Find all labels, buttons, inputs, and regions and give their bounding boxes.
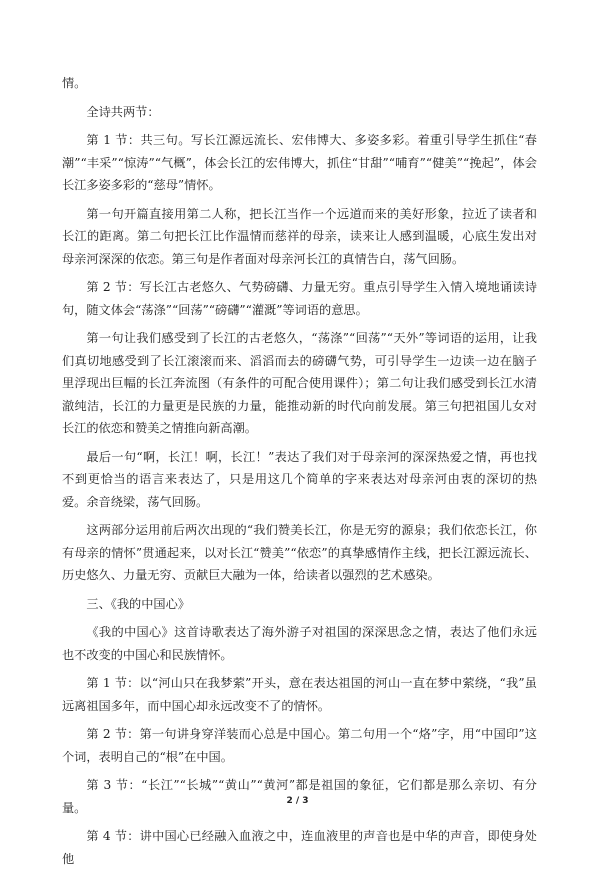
paragraph-poem-structure: 全诗共两节：	[86, 104, 160, 119]
document-body	[62, 72, 537, 870]
page-number: 2 / 3	[286, 796, 309, 806]
paragraph-section-2: 第 2 节：写长江古老悠久、气势磅礴、力量无穷。重点引导学生入情入境地诵读诗句，随文体会“荡涤”“回荡”“磅礴”“灌溉”等词语的意思。	[62, 280, 537, 317]
paragraph-section-2-analysis: 第一句让我们感受到了长江的古老悠久，“荡涤”“回荡”“天外”等词语的运用，让我们真切地感受到了长江滚滚而来、滔滔而去的磅礴气势，可引导学生一边读一边在脑子里浮现出巨幅的长江奔流图（有条件的可配合使用课件）；第二句让我们感受到长江水清澈纯洁，长江的力量更是民族的力量，能推动新的时代向前发展。第三句把祖国儿女对长江的依恋和赞美之情推向新高潮。	[62, 331, 537, 435]
paragraph-stanza-2: 第 2 节：第一句讲身穿洋装而心总是中国心。第二句用一个“烙”字，用“中国印”这个词，表明自己的“根”在中国。	[62, 727, 537, 764]
paragraph-continuation: 情。	[62, 76, 87, 90]
paragraph-section-1: 第 1 节：共三句。写长江源远流长、宏伟博大、多姿多彩。着重引导学生抓住“春潮”“丰采”“惊涛”“气概”，体会长江的宏伟博大，抓住“甘甜”“哺育”“健美”“挽起”，体会长江多姿多彩的“慈母”情怀。	[62, 133, 537, 192]
section-heading-my-chinese-heart: 三、《我的中国心》	[86, 596, 190, 611]
paragraph-summary: 这两部分运用前后两次出现的“我们赞美长江，你是无穷的源泉；我们依恋长江，你有母亲的情怀”贯通起来，以对长江“赞美”“依恋”的真挚感情作主线，把长江源远流长、历史悠久、力量无穷、贡献巨大融为一体，给读者以强烈的艺术感染。	[62, 523, 537, 582]
paragraph-poem-intro: 《我的中国心》这首诗歌表达了海外游子对祖国的深深思念之情，表达了他们永远也不改变的中国心和民族情怀。	[62, 625, 537, 662]
paragraph-last-sentence: 最后一句“啊，长江！啊，长江！”表达了我们对于母亲河的深深热爱之情，再也找不到更恰当的语言来表达了，只是用这几个简单的字来表达对母亲河由衷的深切的热爱。余音绕梁，荡气回肠。	[62, 449, 537, 509]
paragraph-stanza-1: 第 1 节：以“河山只在我梦萦”开头，意在表达祖国的河山一直在梦中萦绕，“我”虽远离祖国多年，而中国心却永远改变不了的情怀。	[62, 676, 537, 713]
paragraph-section-1-analysis: 第一句开篇直接用第二人称，把长江当作一个远道而来的美好形象，拉近了读者和长江的距离。第二句把长江比作温情而慈祥的母亲，读来让人感到温暖，心底生发出对母亲河深深的依恋。第三句是作者面对母亲河长江的真情告白，荡气回肠。	[62, 206, 537, 266]
paragraph-stanza-3: 第 3 节：“长江”“长城”“黄山”“黄河”都是祖国的象征，它们都是那么亲切、有分量。	[62, 778, 537, 815]
paragraph-stanza-4: 第 4 节：讲中国心已经融入血液之中，连血液里的声音也是中华的声音，即使身处他	[62, 829, 537, 866]
